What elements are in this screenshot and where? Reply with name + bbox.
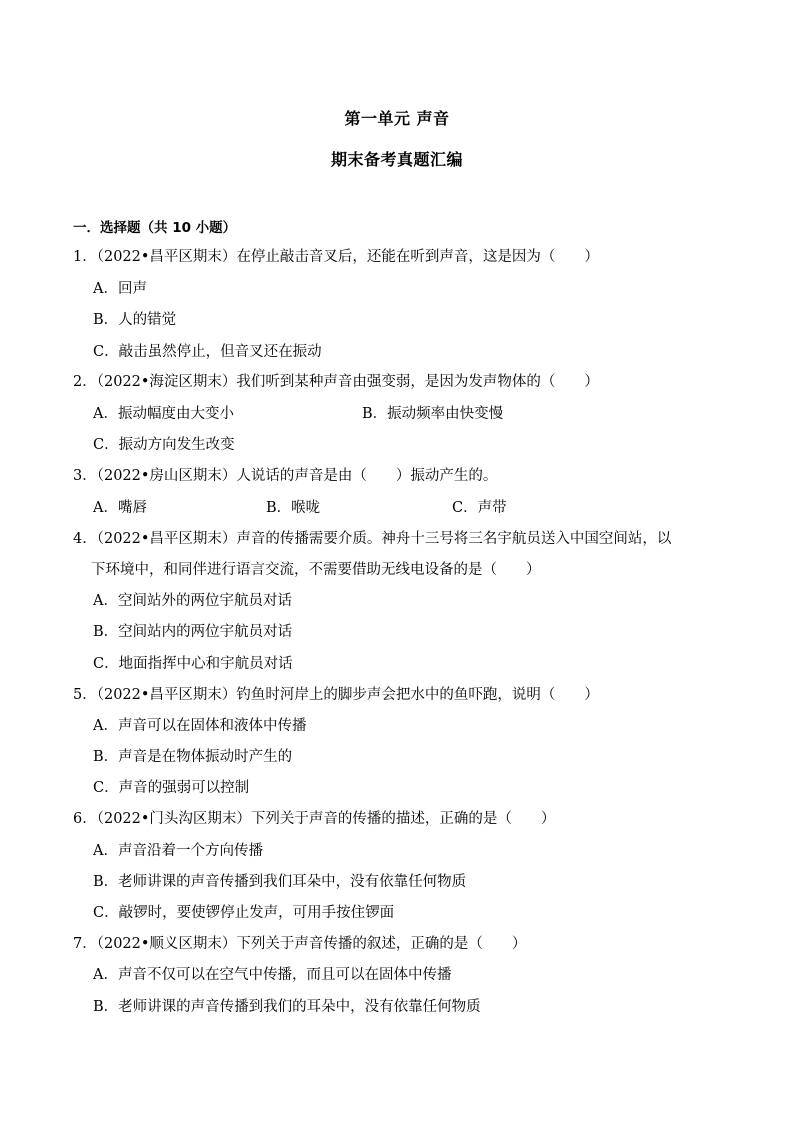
option-b: B．空间站内的两位宇航员对话 bbox=[93, 624, 293, 640]
option-a: A．嘴唇 bbox=[93, 500, 147, 516]
option-b: B．振动频率由快变慢 bbox=[362, 406, 504, 422]
option-b: B．喉咙 bbox=[266, 500, 321, 516]
option-b: B．声音是在物体振动时产生的 bbox=[93, 749, 293, 765]
option-a: A．声音不仅可以在空气中传播，而且可以在固体中传播 bbox=[93, 967, 452, 983]
option-a: A．振动幅度由大变小 bbox=[93, 406, 234, 422]
option-a: A．空间站外的两位宇航员对话 bbox=[93, 593, 292, 609]
question-stem-continued: 下环境中，和同伴进行语言交流，不需要借助无线电设备的是（ ） bbox=[91, 562, 541, 578]
option-a: A．回声 bbox=[93, 281, 147, 297]
option-c: C．振动方向发生改变 bbox=[93, 437, 235, 453]
question-stem: 5．（2022•昌平区期末）钓鱼时河岸上的脚步声会把水中的鱼吓跑，说明（ ） bbox=[73, 687, 599, 703]
option-b: B．老师讲课的声音传播到我们耳朵中，没有依靠任何物质 bbox=[93, 874, 467, 890]
question-stem: 2．（2022•海淀区期末）我们听到某种声音由强变弱，是因为发声物体的（ ） bbox=[73, 374, 599, 390]
option-c: C．声音的强弱可以控制 bbox=[93, 780, 250, 796]
option-b: B．人的错觉 bbox=[93, 312, 177, 328]
page-subtitle: 期末备考真题汇编 bbox=[330, 150, 463, 169]
question-stem: 3．（2022•房山区期末）人说话的声音是由（ ）振动产生的。 bbox=[73, 468, 498, 484]
section-heading: 一．选择题（共 10 小题） bbox=[73, 220, 237, 236]
question-stem: 7．（2022•顺义区期末）下列关于声音传播的叙述，正确的是（ ） bbox=[73, 936, 527, 952]
option-c: C．敲击虽然停止，但音叉还在振动 bbox=[93, 344, 322, 360]
option-c: C．地面指挥中心和宇航员对话 bbox=[93, 656, 293, 672]
option-c: C．敲锣时，要使锣停止发声，可用手按住锣面 bbox=[93, 905, 395, 921]
question-stem: 6．（2022•门头沟区期末）下列关于声音的传播的描述，正确的是（ ） bbox=[73, 811, 556, 827]
option-a: A．声音可以在固体和液体中传播 bbox=[93, 718, 307, 734]
option-c: C．声带 bbox=[452, 500, 507, 516]
question-stem: 4．（2022•昌平区期末）声音的传播需要介质。神舟十三号将三名宇航员送入中国空间站，以 bbox=[73, 531, 672, 547]
option-b: B．老师讲课的声音传播到我们的耳朵中，没有依靠任何物质 bbox=[93, 999, 481, 1015]
page-title: 第一单元 声音 bbox=[344, 109, 450, 128]
option-a: A．声音沿着一个方向传播 bbox=[93, 843, 263, 859]
question-stem: 1．（2022•昌平区期末）在停止敲击音叉后，还能在听到声音，这是因为（ ） bbox=[73, 249, 599, 265]
